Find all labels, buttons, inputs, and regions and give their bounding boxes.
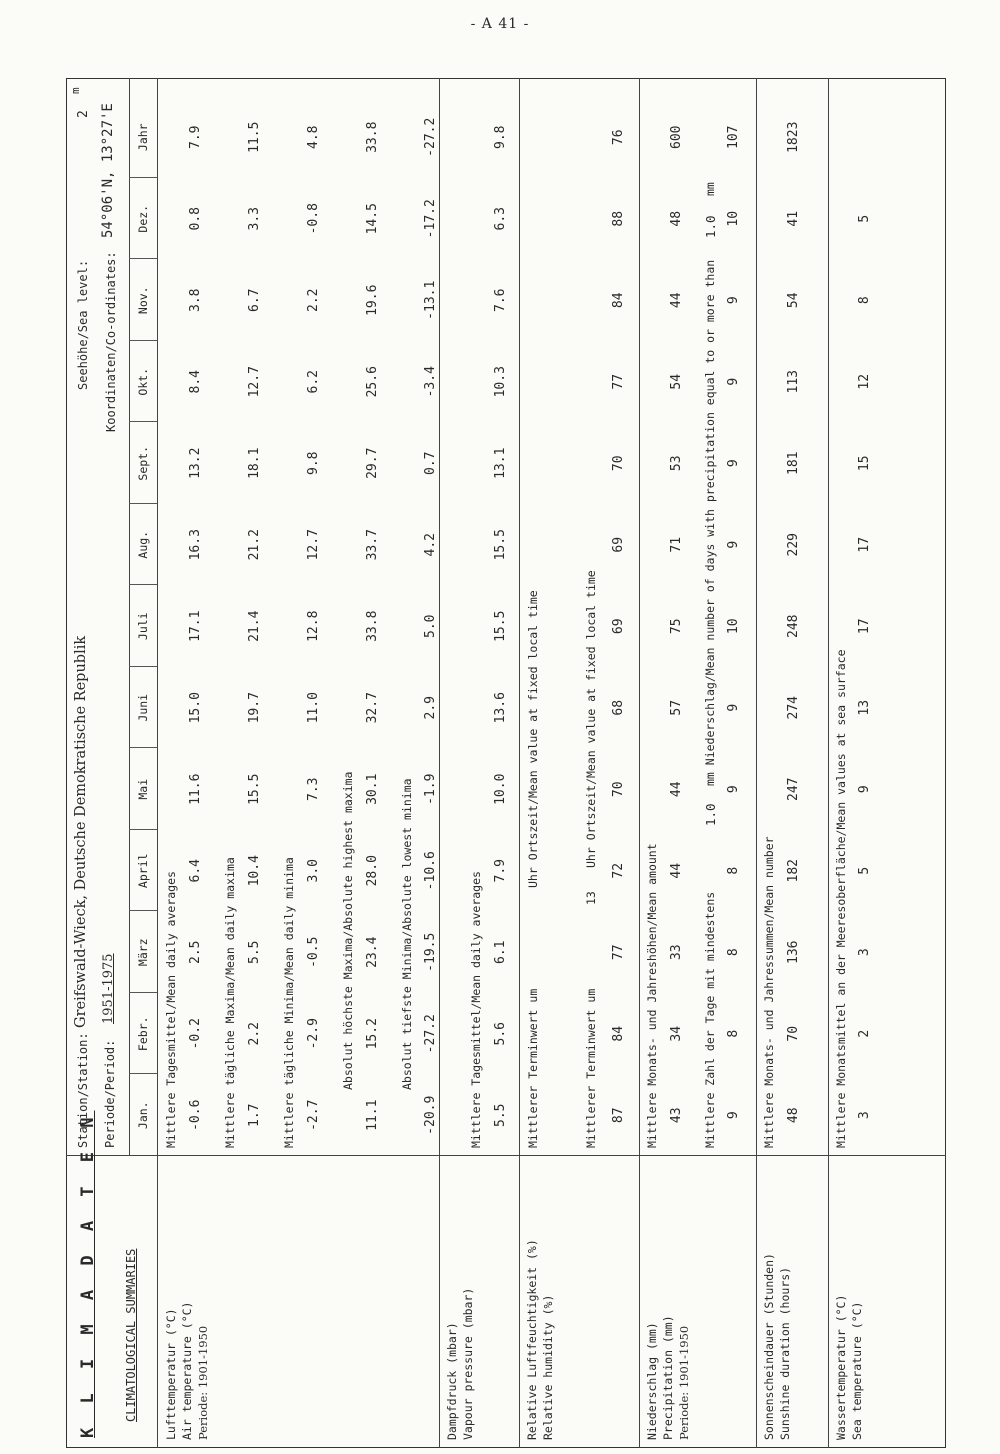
water-label-de: Wassertemperatur (°C) <box>834 1294 848 1440</box>
air-caption-mean: Mittlere Tagesmittel/Mean daily averages <box>164 871 178 1148</box>
air-mean-value: -0.2 <box>188 1018 203 1050</box>
humidity-value: 76 <box>611 129 626 146</box>
air-mean-value: 13.2 <box>188 447 203 479</box>
air-min-value: 11.0 <box>306 692 321 724</box>
page-subtitle: CLIMATOLOGICAL SUMMARIES <box>124 1248 138 1422</box>
air-min-value: 2.2 <box>306 288 321 312</box>
air-min-value: 12.7 <box>306 529 321 561</box>
air-absmax-value: 29.7 <box>365 447 380 479</box>
air-max-value: 1.7 <box>247 1103 262 1127</box>
month-header: März <box>136 938 150 967</box>
air-caption-absmin: Absolut tiefste Minima/Absolute lowest minima <box>400 778 414 1090</box>
precip-days-value: 8 <box>726 1029 741 1038</box>
station-name: Greifswald-Wieck, Deutsche Demokratische Republik <box>73 635 89 1028</box>
sunshine-value: 248 <box>786 614 801 638</box>
vapour-caption: Mittlere Tagesmittel/Mean daily averages <box>469 871 483 1148</box>
air-min-value: 9.8 <box>306 451 321 475</box>
precip-amount-value: 33 <box>669 944 684 961</box>
vapour-value: 15.5 <box>493 529 508 561</box>
vapour-label-de: Dampfdruck (mbar) <box>445 1322 459 1440</box>
sunshine-value: 54 <box>786 292 801 309</box>
precip-days-value: 10 <box>726 210 741 227</box>
air-min-value: 3.0 <box>306 859 321 883</box>
title-underline-rule <box>157 1156 158 1448</box>
precip-amount-value: 44 <box>669 862 684 879</box>
air-mean-value: 0.8 <box>188 207 203 231</box>
water-temp-value: 13 <box>857 699 872 716</box>
vapour-value: 10.3 <box>493 366 508 398</box>
air-min-value: -2.7 <box>306 1099 321 1131</box>
precip-amount-value: 57 <box>669 699 684 716</box>
air-max-value: 10.4 <box>247 855 262 887</box>
air-min-value: 7.3 <box>306 777 321 801</box>
air-max-value: 6.7 <box>247 288 262 312</box>
precip-days-value: 9 <box>726 377 741 386</box>
section-line-humidity <box>519 78 520 1448</box>
precip-label-en: Precipitation (mm) <box>661 1315 675 1440</box>
precip-amount-value: 48 <box>669 210 684 227</box>
humidity-value: 69 <box>611 618 626 635</box>
air-mean-value: 7.9 <box>188 125 203 149</box>
sunshine-value: 181 <box>786 451 801 475</box>
air-absmin-value: 0.7 <box>423 451 438 475</box>
humidity-label-en: Relative humidity (%) <box>541 1294 555 1440</box>
vapour-value: 7.6 <box>493 288 508 312</box>
humidity-label-de: Relative Luftfeuchtigkeit (%) <box>525 1239 539 1440</box>
month-header: Jahr <box>136 123 150 152</box>
precip-caption2-end-value: 1.0 <box>703 215 718 238</box>
air-mean-value: 2.5 <box>188 940 203 964</box>
precip-amount-value: 54 <box>669 373 684 390</box>
vapour-value: 9.8 <box>493 125 508 149</box>
sunshine-value: 48 <box>786 1107 801 1124</box>
vapour-value: 10.0 <box>493 773 508 805</box>
month-header: Dez. <box>136 204 150 233</box>
vapour-value: 5.6 <box>493 1022 508 1046</box>
precip-amount-value: 44 <box>669 292 684 309</box>
water-temp-value: 15 <box>857 455 872 472</box>
sea-level-unit: m <box>69 87 82 94</box>
air-caption-absmax: Absolut höchste Maxima/Absolute highest maxima <box>341 771 355 1090</box>
water-temp-value: 12 <box>857 373 872 390</box>
air-max-value: 11.5 <box>247 121 262 153</box>
air-absmax-value: 33.8 <box>365 121 380 153</box>
sunshine-label-de: Sonnenscheindauer (Stunden) <box>762 1253 776 1440</box>
precip-days-value: 8 <box>726 948 741 957</box>
sunshine-value: 229 <box>786 533 801 557</box>
air-min-value: -2.9 <box>306 1018 321 1050</box>
sunshine-value: 136 <box>786 940 801 964</box>
humidity-value: 87 <box>611 1107 626 1124</box>
air-mean-value: -0.6 <box>188 1099 203 1131</box>
air-max-value: 5.5 <box>247 940 262 964</box>
air-absmax-value: 33.8 <box>365 610 380 642</box>
month-header: Okt. <box>136 367 150 396</box>
section-line-vapour <box>439 78 440 1448</box>
air-caption-max: Mittlere tägliche Maxima/Mean daily maxima <box>223 857 237 1148</box>
sunshine-value: 274 <box>786 696 801 720</box>
sunshine-value: 1823 <box>786 121 801 153</box>
vapour-value: 6.1 <box>493 940 508 964</box>
precip-caption1: Mittlere Monats- und Jahreshöhen/Mean amount <box>645 843 659 1148</box>
humidity-value: 72 <box>611 862 626 879</box>
air-max-value: 15.5 <box>247 773 262 805</box>
sunshine-value: 247 <box>786 777 801 801</box>
humidity-value: 77 <box>611 944 626 961</box>
precip-caption2-en: mm Niederschlag/Mean number of days with precipitation equal to or more than <box>703 259 717 786</box>
air-absmin-value: -3.4 <box>423 366 438 398</box>
air-absmax-value: 28.0 <box>365 855 380 887</box>
header-top-line <box>129 78 130 1156</box>
water-temp-value: 5 <box>857 214 872 223</box>
air-absmin-value: 5.0 <box>423 614 438 638</box>
sunshine-label-en: Sunshine duration (hours) <box>778 1266 792 1440</box>
month-header: Sept. <box>136 445 150 481</box>
air-max-value: 2.2 <box>247 1022 262 1046</box>
precip-caption2-value: 1.0 <box>703 803 718 826</box>
month-header: Mai <box>136 778 150 800</box>
precip-days-value: 9 <box>726 703 741 712</box>
precip-amount-value: 71 <box>669 536 684 553</box>
air-absmin-value: -27.2 <box>423 1014 438 1054</box>
humidity-value: 70 <box>611 455 626 472</box>
month-header: Nov. <box>136 286 150 315</box>
vapour-value: 13.1 <box>493 447 508 479</box>
sunshine-value: 70 <box>786 1025 801 1042</box>
air-mean-value: 15.0 <box>188 692 203 724</box>
period-label: Periode/Period: <box>103 1039 117 1148</box>
air-min-value: 6.2 <box>306 370 321 394</box>
coords-label: Koordinaten/Co-ordinates: <box>104 251 118 432</box>
sunshine-value: 41 <box>786 210 801 227</box>
water-temp-value: 2 <box>857 1029 872 1038</box>
air-mean-value: 3.8 <box>188 288 203 312</box>
humidity-value: 70 <box>611 781 626 798</box>
precip-days-value: 9 <box>726 785 741 794</box>
precip-amount-value: 43 <box>669 1107 684 1124</box>
air-min-value: -0.8 <box>306 203 321 235</box>
air-caption-min: Mittlere tägliche Minima/Mean daily minima <box>282 857 296 1148</box>
air-absmax-value: 23.4 <box>365 936 380 968</box>
water-temp-value: 5 <box>857 866 872 875</box>
air-absmin-value: -20.9 <box>423 1095 438 1135</box>
humidity-value: 68 <box>611 699 626 716</box>
air-label-de: Lufttemperatur (°C) <box>164 1308 178 1440</box>
water-temp-value: 3 <box>857 1111 872 1120</box>
vapour-value: 13.6 <box>493 692 508 724</box>
air-max-value: 19.7 <box>247 692 262 724</box>
month-header: Febr. <box>136 1016 150 1052</box>
air-absmin-value: -10.6 <box>423 851 438 891</box>
water-temp-value: 17 <box>857 618 872 635</box>
air-min-value: -0.5 <box>306 936 321 968</box>
water-temp-value: 3 <box>857 948 872 957</box>
vapour-value: 6.3 <box>493 207 508 231</box>
precip-amount-value: 44 <box>669 781 684 798</box>
month-header: April <box>136 853 150 889</box>
air-max-value: 21.4 <box>247 610 262 642</box>
air-absmin-value: -1.9 <box>423 773 438 805</box>
sunshine-value: 182 <box>786 859 801 883</box>
sea-level-label: Seehöhe/Sea level: <box>76 259 90 390</box>
air-min-value: 12.8 <box>306 610 321 642</box>
air-absmax-value: 11.1 <box>365 1099 380 1131</box>
precip-days-value: 9 <box>726 1111 741 1120</box>
air-absmax-value: 15.2 <box>365 1018 380 1050</box>
precip-days-value: 107 <box>726 125 741 149</box>
air-max-value: 21.2 <box>247 529 262 561</box>
sunshine-value: 113 <box>786 370 801 394</box>
humidity-caption2: Mittlerer Terminwert um <box>584 988 598 1148</box>
humidity-caption2-hour: 13 <box>584 891 598 905</box>
air-mean-value: 11.6 <box>188 773 203 805</box>
vapour-value: 7.9 <box>493 859 508 883</box>
month-header: Juli <box>136 612 150 641</box>
precip-days-value: 8 <box>726 866 741 875</box>
air-absmin-value: 2.9 <box>423 696 438 720</box>
air-max-value: 12.7 <box>247 366 262 398</box>
month-header: Juni <box>136 693 150 722</box>
page-number: - A 41 - <box>470 16 530 32</box>
air-absmax-value: 19.6 <box>365 284 380 316</box>
air-mean-value: 17.1 <box>188 610 203 642</box>
air-mean-value: 6.4 <box>188 859 203 883</box>
air-min-value: 4.8 <box>306 125 321 149</box>
water-temp-value: 9 <box>857 785 872 794</box>
precip-label-de: Niederschlag (mm) <box>645 1322 659 1440</box>
humidity-value: 88 <box>611 210 626 227</box>
month-header: Jan. <box>136 1101 150 1130</box>
air-absmin-value: -19.5 <box>423 932 438 972</box>
period-value: 1951-1975 <box>101 953 116 1024</box>
air-period: Periode: 1901-1950 <box>196 1325 210 1440</box>
header-bottom-line <box>157 78 158 1156</box>
humidity-value: 77 <box>611 373 626 390</box>
water-temp-value: 8 <box>857 296 872 305</box>
precip-days-value: 10 <box>726 618 741 635</box>
humidity-caption1-en: Uhr Ortszeit/Mean value at fixed local time <box>526 590 540 888</box>
air-absmax-value: 14.5 <box>365 203 380 235</box>
precip-amount-value: 34 <box>669 1025 684 1042</box>
precip-amount-value: 75 <box>669 618 684 635</box>
precip-caption2-end-unit: mm <box>703 182 717 196</box>
sunshine-caption: Mittlere Monats- und Jahressummen/Mean number <box>762 836 776 1148</box>
air-absmin-value: -27.2 <box>423 117 438 157</box>
air-absmin-value: -17.2 <box>423 199 438 239</box>
precip-days-value: 9 <box>726 296 741 305</box>
humidity-caption1: Mittlerer Terminwert um <box>526 988 540 1148</box>
vapour-value: 5.5 <box>493 1103 508 1127</box>
air-absmin-value: 4.2 <box>423 533 438 557</box>
precip-amount-value: 53 <box>669 455 684 472</box>
section-line-water <box>828 78 829 1448</box>
air-absmax-value: 25.6 <box>365 366 380 398</box>
precip-days-value: 9 <box>726 459 741 468</box>
air-mean-value: 16.3 <box>188 529 203 561</box>
air-absmax-value: 32.7 <box>365 692 380 724</box>
air-max-value: 18.1 <box>247 447 262 479</box>
air-absmax-value: 30.1 <box>365 773 380 805</box>
section-line-precip <box>639 78 640 1448</box>
vapour-label-en: Vapour pressure (mbar) <box>461 1287 475 1440</box>
station-label: Station/Station: <box>76 1032 90 1148</box>
water-caption: Mittlere Monatsmittel an der Meeresoberfläche/Mean values at sea surface <box>834 649 848 1148</box>
humidity-value: 84 <box>611 1025 626 1042</box>
air-label-en: Air temperature (°C) <box>180 1301 194 1440</box>
section-line-sunshine <box>756 78 757 1448</box>
sea-level-value: 2 <box>76 110 91 118</box>
month-header: Aug. <box>136 530 150 559</box>
precip-caption2: Mittlere Zahl der Tage mit mindestens <box>703 891 717 1148</box>
coords-value: 54°06'N, 13°27'E <box>100 103 116 238</box>
humidity-caption2-en: Uhr Ortszeit/Mean value at fixed local time <box>584 570 598 868</box>
air-absmax-value: 33.7 <box>365 529 380 561</box>
page-title: K L I M A D A T E N <box>78 1110 98 1438</box>
air-max-value: 3.3 <box>247 207 262 231</box>
climate-table-rotated <box>66 78 946 1448</box>
air-absmin-value: -13.1 <box>423 280 438 320</box>
vapour-value: 15.5 <box>493 610 508 642</box>
precip-amount-value: 600 <box>669 125 684 149</box>
water-temp-value: 17 <box>857 536 872 553</box>
humidity-value: 84 <box>611 292 626 309</box>
precip-days-value: 9 <box>726 540 741 549</box>
air-mean-value: 8.4 <box>188 370 203 394</box>
precip-period: Periode: 1901-1950 <box>677 1325 691 1440</box>
water-label-en: Sea temperature (°C) <box>850 1301 864 1440</box>
humidity-value: 69 <box>611 536 626 553</box>
